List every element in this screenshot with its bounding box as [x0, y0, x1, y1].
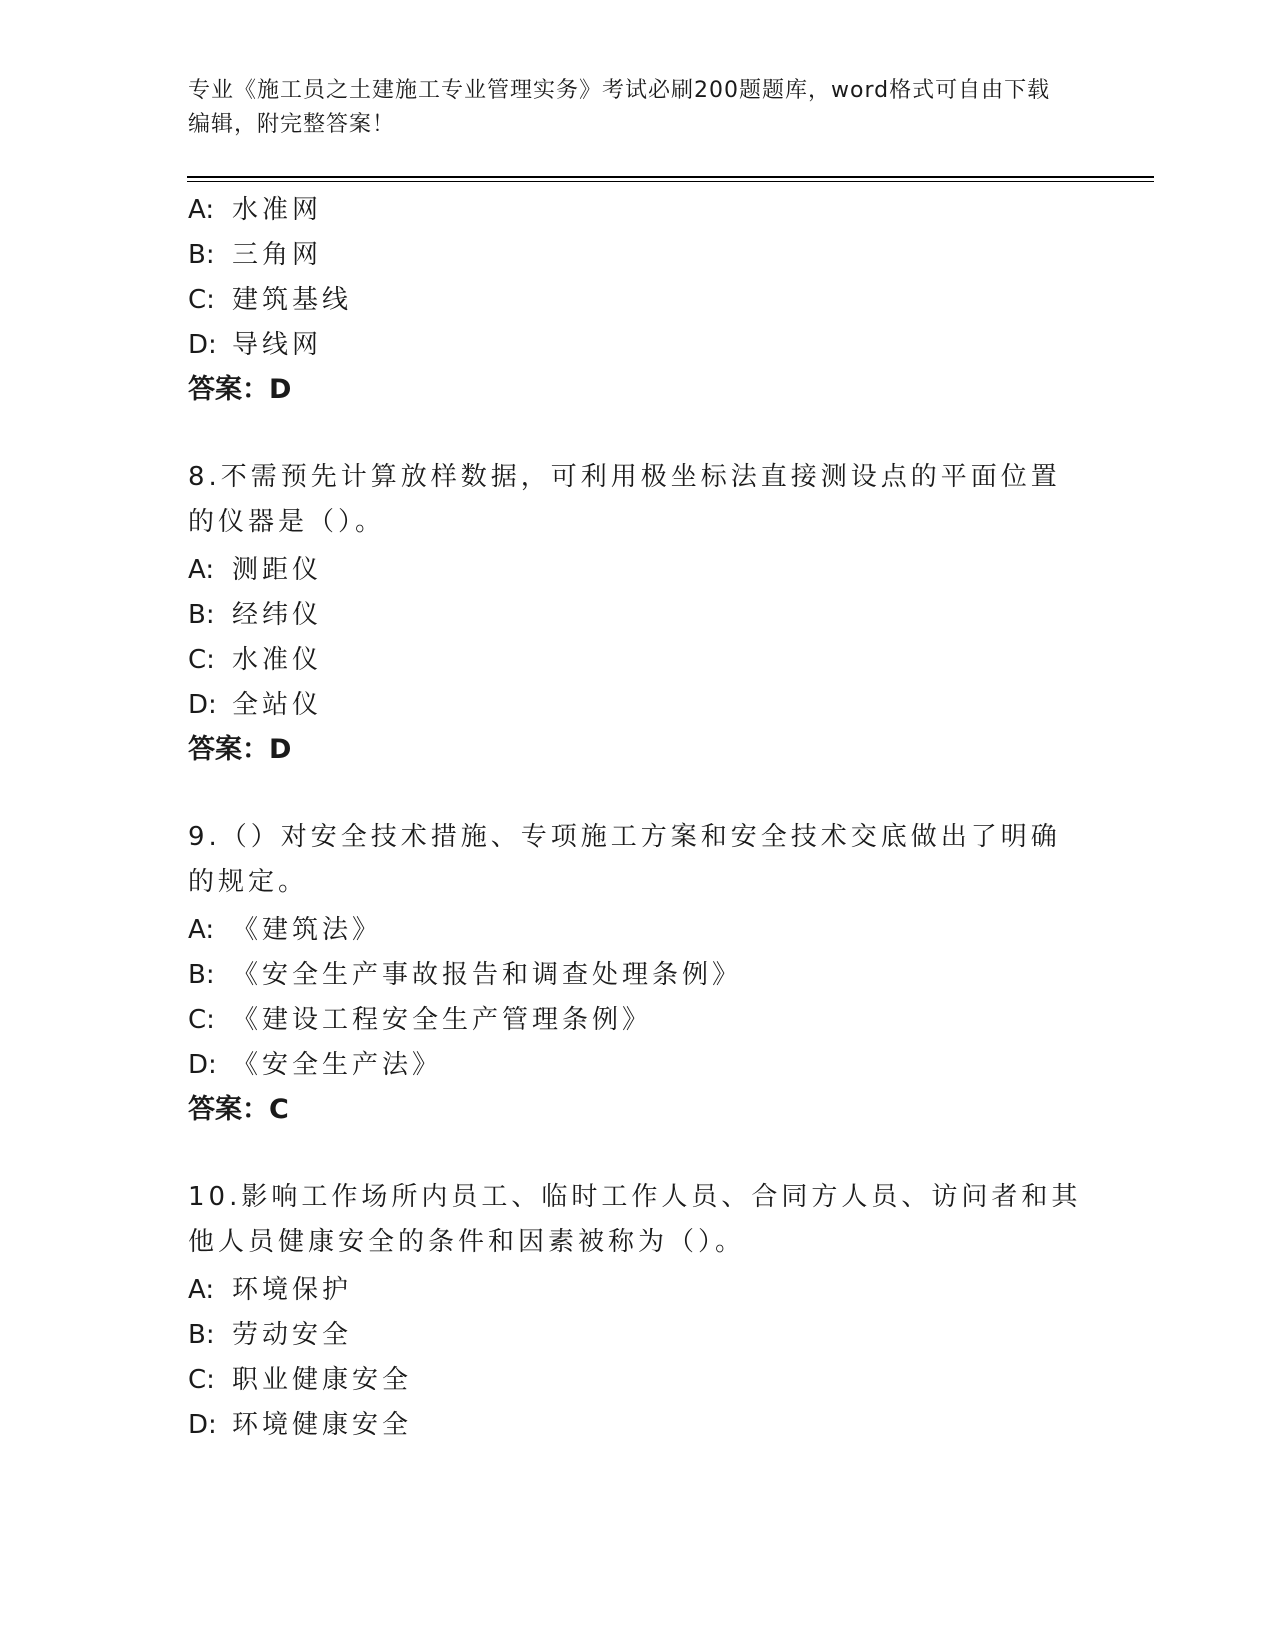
- option-c: C: 水准仪: [188, 645, 323, 675]
- header-rule: [187, 176, 1154, 178]
- option-a: A: 《建筑法》: [188, 915, 383, 945]
- answer-line: 答案：D: [188, 734, 292, 765]
- answer-line: 答案：C: [188, 1094, 289, 1125]
- question-text: 8.不需预先计算放样数据，可利用极坐标法直接测设点的平面位置的仪器是（）。: [188, 462, 1061, 537]
- option-b: B: 劳动安全: [188, 1320, 353, 1350]
- option-b: B: 三角网: [188, 240, 323, 270]
- answer-line: 答案：D: [188, 374, 292, 405]
- option-c: C: 建筑基线: [188, 285, 353, 315]
- option-d: D: 《安全生产法》: [188, 1050, 443, 1080]
- option-d: D: 全站仪: [188, 690, 323, 720]
- option-c: C: 职业健康安全: [188, 1365, 413, 1395]
- document-header: 专业《施工员之土建施工专业管理实务》考试必刷200题题库，word格式可自由下载编辑，附完整答案！: [188, 78, 1051, 137]
- question-text: 9.（）对安全技术措施、专项施工方案和安全技术交底做出了明确的规定。: [188, 822, 1061, 897]
- option-a: A: 环境保护: [188, 1275, 353, 1305]
- option-d: D: 导线网: [188, 330, 323, 360]
- header-rule-thin: [187, 181, 1154, 182]
- option-b: B: 经纬仪: [188, 600, 323, 630]
- option-c: C: 《建设工程安全生产管理条例》: [188, 1005, 653, 1035]
- option-a: A: 测距仪: [188, 555, 323, 585]
- option-b: B: 《安全生产事故报告和调查处理条例》: [188, 960, 743, 990]
- option-d: D: 环境健康安全: [188, 1410, 413, 1440]
- option-a: A: 水准网: [188, 195, 323, 225]
- question-text: 10.影响工作场所内员工、临时工作人员、合同方人员、访问者和其他人员健康安全的条件和因素被称为（）。: [188, 1182, 1082, 1257]
